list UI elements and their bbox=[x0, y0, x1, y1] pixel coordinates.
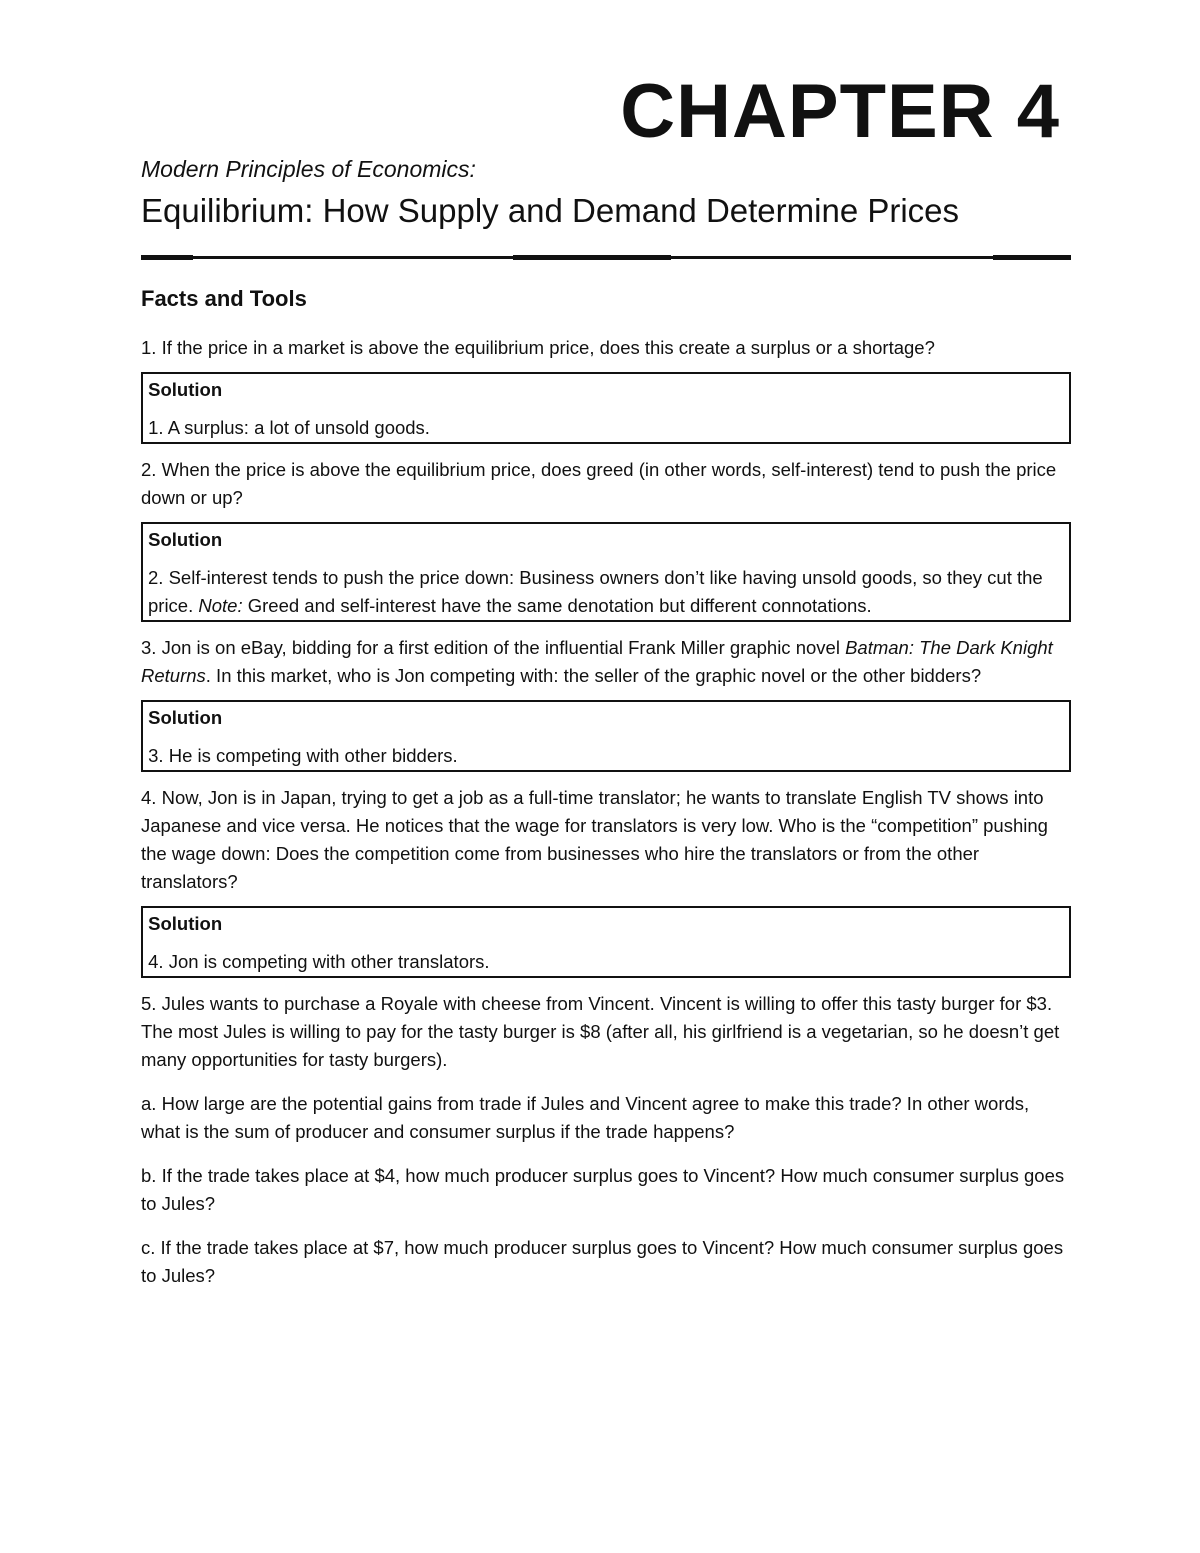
question-number: 5. bbox=[141, 993, 157, 1014]
solution-box-4 bbox=[141, 906, 1071, 978]
title-rule-accent bbox=[993, 255, 1071, 260]
solution-label: Solution bbox=[148, 529, 223, 550]
book-title: Batman: The Dark Knight Returns bbox=[141, 637, 1053, 686]
solution-box-2 bbox=[141, 522, 1071, 622]
main-content bbox=[141, 286, 1071, 1306]
solution-label: Solution bbox=[148, 379, 223, 400]
solution-text-4: 4. Jon is competing with other translators. bbox=[148, 951, 490, 972]
solution-text-3: 3. He is competing with other bidders. bbox=[148, 745, 458, 766]
solution-box-3 bbox=[141, 700, 1071, 772]
question-5-part-a: a. How large are the potential gains from trade if Jules and Vincent agree to make this trade? In other words, what is the sum of producer and consumer surplus if the trade happens? bbox=[141, 1093, 1030, 1142]
question-number: 3. bbox=[141, 637, 157, 658]
question-5-part-b: b. If the trade takes place at $4, how much producer surplus goes to Vincent? How much consumer surplus goes to Jules? bbox=[141, 1165, 1065, 1214]
solution-text-1: 1. A surplus: a lot of unsold goods. bbox=[148, 417, 430, 438]
question-4 bbox=[141, 784, 1071, 896]
question-1 bbox=[141, 334, 1071, 362]
title-rule-accent bbox=[513, 255, 671, 260]
question-text: Now, Jon is in Japan, trying to get a job as a full-time translator; he wants to translate English TV shows into Japanese and vice versa. He notices that the wage for translators is very low. Who is the “competition” pushing the wage down: Does the competition come from businesses who hire the translators or from the other translators? bbox=[141, 787, 1048, 892]
solution-text-2: 2. Self-interest tends to push the price down: Business owners don’t like having unsold goods, so they cut the price. Note: Greed and self-interest have the same denotation but different connotations. bbox=[148, 567, 1043, 616]
title-rule-accent bbox=[141, 255, 193, 260]
question-5 bbox=[141, 990, 1071, 1074]
note-label: Note: bbox=[198, 595, 243, 616]
question-text: If the price in a market is above the equilibrium price, does this create a surplus or a shortage? bbox=[156, 337, 935, 358]
question-5-part-c: c. If the trade takes place at $7, how much producer surplus goes to Vincent? How much consumer surplus goes to Jules? bbox=[141, 1237, 1064, 1286]
question-2 bbox=[141, 456, 1071, 512]
chapter-heading: CHAPTER 4 bbox=[620, 69, 1060, 154]
solution-label: Solution bbox=[148, 707, 223, 728]
question-number: 4. bbox=[141, 787, 157, 808]
book-subtitle: Modern Principles of Economics: bbox=[141, 156, 476, 182]
section-heading: Facts and Tools bbox=[141, 286, 307, 311]
question-number: 1. bbox=[141, 337, 157, 358]
question-text: Jules wants to purchase a Royale with cheese from Vincent. Vincent is willing to offer this tasty burger for $3. The most Jules is willing to pay for the tasty burger is $8 (after all, his girlfriend is a vegetarian, so he doesn’t get many opportunities for tasty burgers). bbox=[141, 993, 1060, 1070]
solution-box-1 bbox=[141, 372, 1071, 444]
question-3: 3. Jon is on eBay, bidding for a first edition of the influential Frank Miller graphic novel Batman: The Dark Knight Returns. In this market, who is Jon competing with: the seller of the graphic novel or the other bidders? bbox=[141, 637, 1053, 686]
question-number: 2. bbox=[141, 459, 157, 480]
chapter-title: Equilibrium: How Supply and Demand Determine Prices bbox=[141, 192, 960, 229]
solution-label: Solution bbox=[148, 913, 223, 934]
question-text: When the price is above the equilibrium price, does greed (in other words, self-interest) tend to push the price down or up? bbox=[141, 459, 1057, 508]
